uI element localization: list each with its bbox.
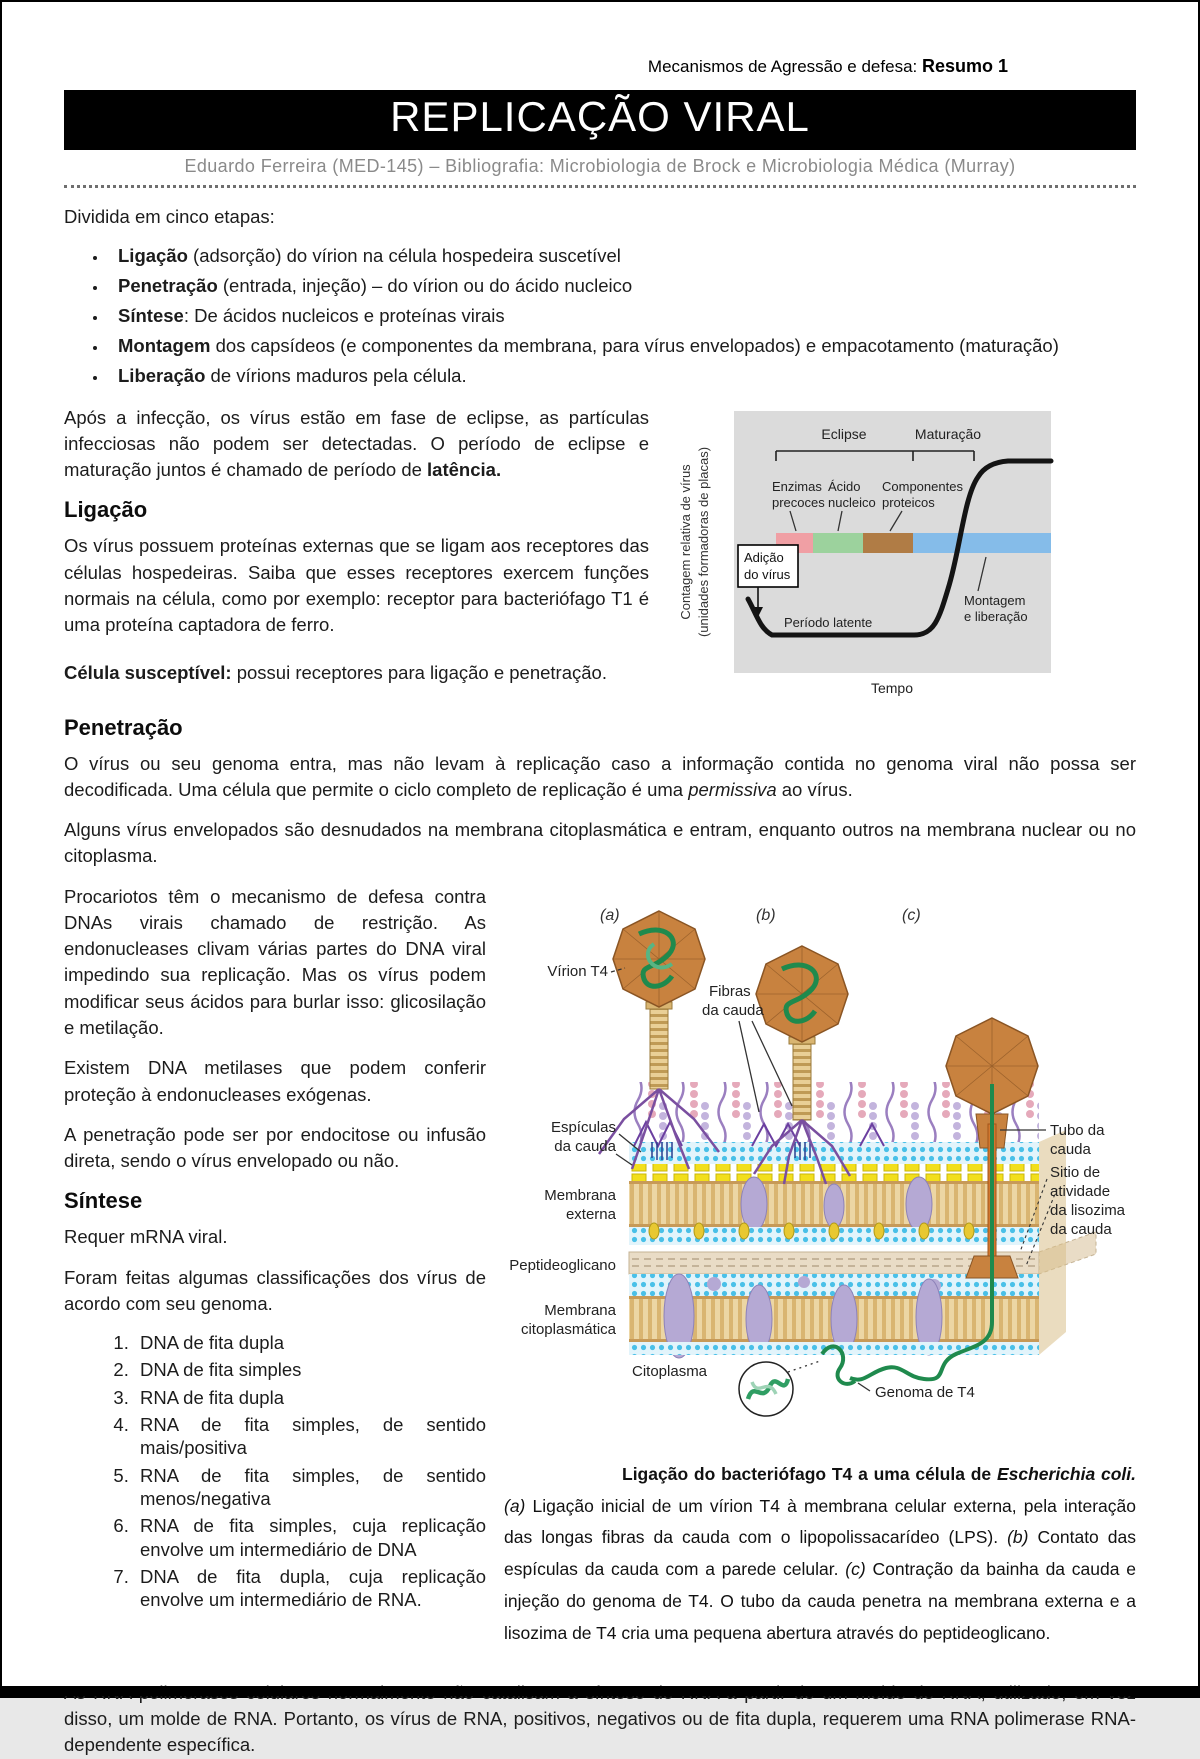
citoplasma-label: Citoplasma <box>632 1362 708 1380</box>
acido-label-2: nucleico <box>828 494 876 510</box>
tubo-label: Tubo da <box>1050 1121 1105 1139</box>
peptideoglicano-label: Peptideoglicano <box>509 1256 616 1274</box>
genoma-leader <box>858 1383 870 1391</box>
componentes-label: Componentes <box>882 478 963 494</box>
membrane-protein <box>906 1177 932 1231</box>
periplasm-blob <box>798 1276 810 1288</box>
fibras-label: Fibras <box>709 982 751 1000</box>
caption-c-italic: (c) <box>845 1559 866 1580</box>
yellow-square-row <box>629 1164 1039 1181</box>
phage-b-tail <box>793 1042 811 1120</box>
bar-montagem <box>913 533 1051 553</box>
adicao-label: Adição <box>744 549 784 565</box>
list-item: 4. RNA de fita simples, de sentido mais/positiva <box>134 1413 486 1460</box>
list-item: 3. RNA de fita dupla <box>134 1386 486 1409</box>
enzimas-label: Enzimas <box>772 478 822 494</box>
fibras-label-2: da cauda <box>702 1001 764 1019</box>
figure-growth-curve <box>676 405 1136 699</box>
adicao-label-2: do vírus <box>744 566 791 582</box>
endocitose-paragraph: A penetração pode ser por endocitose ou infusão direta, sendo o vírus envelopado ou não. <box>64 1123 486 1172</box>
sitio-label-3: da lisozima <box>1050 1201 1126 1219</box>
heading-penetracao: Penetração <box>64 714 183 740</box>
caption-a-italic: (a) <box>504 1495 526 1516</box>
list-item <box>108 364 1136 388</box>
susceptible-rest: possui receptores para ligação e penetração. <box>231 662 607 684</box>
eclipse-text: Após a infecção, os vírus estão em fase de eclipse, as partículas infecciosas não podem ser detectadas. O período de eclipse e maturação juntos é chamado de período de <box>64 406 649 481</box>
membrana-externa-label: Membrana <box>544 1186 616 1204</box>
panel-b-label: (b) <box>756 906 776 924</box>
sitio-label-2: atividade <box>1050 1182 1111 1200</box>
membrana-cito-label: Membrana <box>544 1301 616 1319</box>
closing-paragraph: disso, um molde de RNA. Portanto, os vírus de RNA, positivos, negativos ou de fita dupla, requerem uma RNA polimerase RNA-dependente específica. <box>64 1708 1136 1756</box>
phage-a-tail <box>650 1007 668 1089</box>
sitio-label: Sitio de <box>1050 1163 1101 1181</box>
list-item: 7. DNA de fita dupla, cuja replicação envolve um intermediário de RNA. <box>134 1565 486 1612</box>
footer-rule <box>2 1686 1198 1696</box>
enzimas-label-2: precoces <box>772 494 825 510</box>
list-item <box>108 334 1136 358</box>
sintese-paragraph-1: Requer mRNA viral. <box>64 1226 228 1248</box>
caption-text-2: Contato das espículas da cauda com a parede celular. <box>504 1527 1136 1580</box>
step-lead: Montagem <box>118 335 211 357</box>
componentes-label-2: proteicos <box>882 494 935 510</box>
step-rest: dos capsídeos (e componentes da membrana, para vírus envelopados) e empacotamento (maturação) <box>210 335 1059 357</box>
panel-c-label: (c) <box>902 906 921 924</box>
periplasm-blob <box>707 1277 721 1291</box>
step-lead: Liberação <box>118 365 206 387</box>
steps-list <box>108 244 1136 388</box>
list-item <box>108 304 1136 328</box>
membrane-protein <box>824 1184 844 1228</box>
caption-bold-italic: Escherichia coli. <box>996 1463 1136 1484</box>
caption-text-3: Contração da bainha da cauda e injeção do genoma de T4. O tubo da cauda penetra na membrana externa e a lisozima de T4 cria uma pequena abertura através do peptideoglicano. <box>504 1559 1137 1643</box>
espiculas-label-2: da cauda <box>554 1137 616 1155</box>
eclipse-label: Eclipse <box>821 425 867 442</box>
page-subtitle: Eduardo Ferreira (MED-145) – Bibliografia: Microbiologia de Brock e Microbiologia Médica (Murray) <box>64 156 1136 188</box>
penetracao-paragraph-1 <box>64 751 1136 804</box>
sintese-paragraph-2: Foram feitas algumas classificações dos vírus de acordo com seu genoma. <box>64 1266 486 1314</box>
page-kicker <box>2 56 1198 77</box>
heading-sintese: Síntese <box>64 1188 143 1214</box>
kicker-resumo: Resumo 1 <box>921 56 1008 76</box>
periodo-latente-label: Período latente <box>784 614 873 630</box>
virion-t4-label: Vírion T4 <box>547 962 608 980</box>
list-item <box>108 244 1136 268</box>
susceptible-lead: Célula susceptível: <box>64 662 232 684</box>
membrana-externa-label-2: externa <box>565 1205 616 1223</box>
penetracao-paragraph-2: Alguns vírus envelopados são desnudados na membrana citoplasmática e entram, enquanto outros na membrana nuclear ou no citoplasma. <box>64 819 1136 867</box>
list-item: 2. DNA de fita simples <box>134 1358 486 1381</box>
genome-classification-list <box>104 1331 486 1611</box>
montagem-label: Montagem <box>964 592 1026 608</box>
step-lead: Síntese <box>118 305 184 327</box>
montagem-label-2: e liberação <box>964 608 1028 624</box>
eclipse-paragraph <box>64 405 649 484</box>
inset-connector <box>788 1361 820 1372</box>
penetracao-p1b: ao vírus. <box>776 778 853 800</box>
heading-ligacao: Ligação <box>64 497 148 523</box>
tubo-label-2: cauda <box>1050 1140 1091 1158</box>
figure-caption <box>504 1459 1136 1650</box>
caption-b-italic: (b) <box>1007 1527 1029 1548</box>
panel-a-label: (a) <box>600 906 620 924</box>
caption-bold: Ligação do bacteriófago T4 a uma célula de <box>622 1463 997 1484</box>
y-axis-label: Contagem relativa de vírus <box>678 463 693 620</box>
page-title: REPLICAÇÃO VIRAL <box>64 90 1136 150</box>
outer-dot-band <box>629 1142 1039 1164</box>
espiculas-label: Espículas <box>550 1118 616 1136</box>
restricao-paragraph: Procariotos têm o mecanismo de defesa contra DNAs virais chamado de restrição. As endonucleases clivam várias partes do DNA viral impedindo sua replicação. Mas os vírus podem modificar seus ácidos para burlar isso: glicosilação e metilação. <box>64 885 486 1039</box>
list-item: 6. RNA de fita simples, cuja replicação envolve um intermediário de DNA <box>134 1514 486 1561</box>
list-item: 5. RNA de fita simples, de sentido menos/negativa <box>134 1464 486 1511</box>
susceptible-paragraph <box>64 660 649 686</box>
step-rest: (adsorção) do vírion na célula hospedeira suscetível <box>187 245 621 267</box>
x-axis-label: Tempo <box>870 679 914 696</box>
step-lead: Ligação <box>118 245 188 267</box>
kicker-prefix: Mecanismos de Agressão e defesa: <box>647 57 922 76</box>
step-rest: de vírions maduros pela célula. <box>205 365 467 387</box>
genoma-label: Genoma de T4 <box>875 1383 975 1401</box>
ligacao-paragraph: Os vírus possuem proteínas externas que se ligam aos receptores das células hospedeiras. Saiba que esses receptores exercem funções normais na célula, como por exemplo: receptor para bacteriófago T1 é uma proteína captadora de ferro. <box>64 535 649 636</box>
caption-text-1: Ligação inicial de um vírion T4 à membrana celular externa, pela interação das longas fibras da cauda com o lipopolissacarídeo (LPS). <box>504 1495 1136 1548</box>
intro-lead: Dividida em cinco etapas: <box>64 206 275 227</box>
penetracao-p1a: O vírus ou seu genoma entra, mas não levam à replicação caso a informação contida no genoma viral não possa ser decodificada. Uma célula que permite o ciclo completo de replicação é uma <box>64 752 1136 800</box>
acido-label: Ácido <box>828 478 861 494</box>
sitio-label-4: da cauda <box>1050 1220 1112 1238</box>
membrana-cito-label-2: citoplasmática <box>520 1320 616 1338</box>
step-lead: Penetração <box>118 275 218 297</box>
bar-componentes <box>863 533 913 553</box>
metilases-paragraph: Existem DNA metilases que podem conferir proteção à endonucleases exógenas. <box>64 1057 486 1105</box>
y-axis-label-2: (unidades formadoras de placas) <box>696 446 711 637</box>
figure-t4-attachment <box>504 884 1136 1444</box>
list-item: 1. DNA de fita dupla <box>134 1331 486 1354</box>
bar-acido <box>813 533 863 553</box>
eclipse-bold: latência. <box>427 459 502 481</box>
step-rest: (entrada, injeção) – do vírion ou do ácido nucleico <box>217 275 633 297</box>
step-rest: : De ácidos nucleicos e proteínas virais <box>183 305 505 327</box>
list-item <box>108 274 1136 298</box>
maturacao-label: Maturação <box>914 425 982 442</box>
permissiva-italic: permissiva <box>688 778 777 800</box>
